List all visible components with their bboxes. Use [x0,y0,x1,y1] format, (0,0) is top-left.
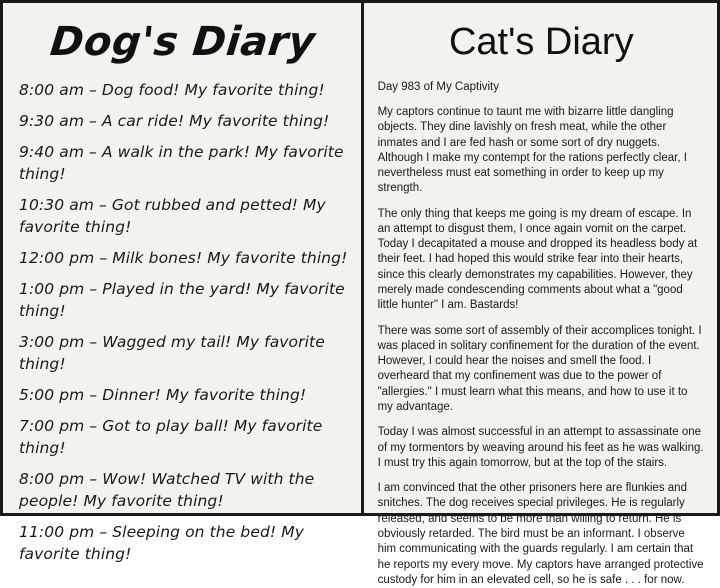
dog-diary-entry: 3:00 pm – Wagged my tail! My favorite thing! [19,333,325,373]
cat-diary-paragraph: Today I was almost successful in an attempt to assassinate one of my tormentors by weaving around his feet as he was walking. I must try this again tomorrow, but at the top of the stairs. [377,426,704,469]
dog-diary-entry: 8:00 pm – Wow! Watched TV with the people! My favorite thing! [19,470,315,510]
dog-diary-entry: 10:30 am – Got rubbed and petted! My favorite thing! [19,196,326,236]
dog-diary-entry: 7:00 pm – Got to play ball! My favorite thing! [19,417,323,457]
dog-diary-entry: 5:00 pm – Dinner! My favorite thing! [19,386,307,404]
cat-diary-paragraph: I am convinced that the other prisoners here are flunkies and snitches. The dog receives special privileges. He is regularly released, and seems to be more than willing to return. He is obviously retarded. The bird must be an informant. I observe him communicating with the guards regularly. I am certain that he reports my every move. My captors have arranged protective custody for him in an elevated cell, so he is safe . . . for now. [377,482,704,586]
dog-diary-entry: 12:00 pm – Milk bones! My favorite thing! [19,249,348,267]
dog-diary-entry: 9:30 am – A car ride! My favorite thing! [19,112,330,130]
dog-diary-entry: 9:40 am – A walk in the park! My favorite thing! [19,143,344,183]
dog-diary-entry: 8:00 am – Dog food! My favorite thing! [19,81,325,99]
cat-diary-heading: Day 983 of My Captivity [377,81,499,93]
cat-diary-title: Cat's Diary [448,21,634,63]
cat-diary-paragraph: There was some sort of assembly of their accomplices tonight. I was placed in solitary confinement for the duration of the event. However, I could hear the noises and smell the food. I overheard that my confinement was due to the power of "allergies." I must learn what this means, and how to use it to my advantage. [377,324,702,413]
dog-diary-panel [3,3,364,563]
dog-diary-title: Dog's Diary [48,19,318,65]
dog-diary-entry: 1:00 pm – Played in the yard! My favorite thing! [19,280,345,320]
cat-diary-paragraph: The only thing that keeps me going is my dream of escape. In an attempt to disgust them, I once again vomit on the carpet. Today I decapitated a mouse and dropped its headless body at their feet. I had hoped this would strike fear into their hearts, since this clearly demonstrates my capabilities. However, they merely made condescending comments about what a "good little hunter" I am. Bastards! [377,207,698,312]
cat-diary-paragraph: My captors continue to taunt me with bizarre little dangling objects. They dine lavishly on fresh meat, while the other inmates and I are fed hash or some sort of dry nuggets. Although I make my contempt for the rations perfectly clear, I nevertheless must eat something in order to keep up my strength. [377,105,687,195]
dog-diary-entry-list [15,79,351,565]
dog-diary-entry: 11:00 pm – Sleeping on the bed! My favorite thing! [19,523,304,563]
cat-diary-body [378,105,705,588]
cat-diary-panel [364,3,717,586]
